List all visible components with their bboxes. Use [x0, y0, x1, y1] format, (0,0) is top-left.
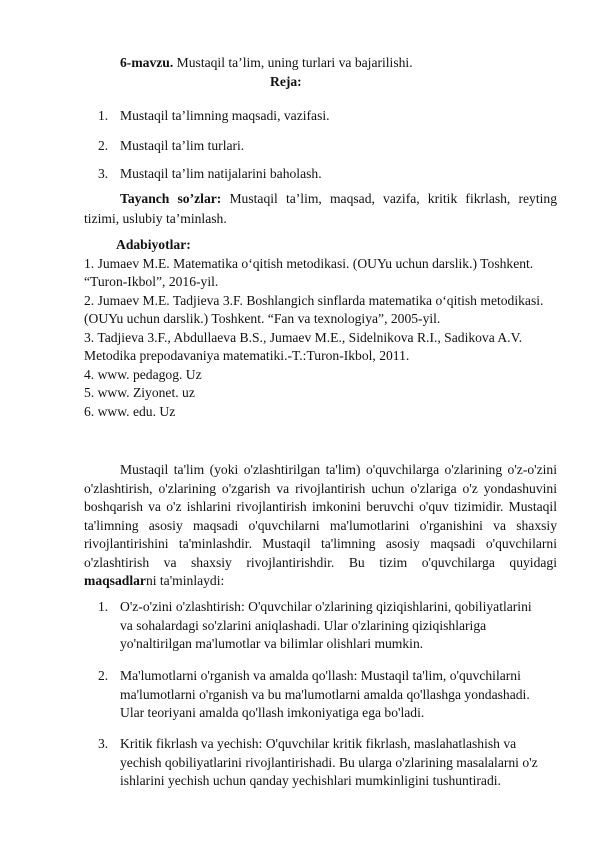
topic-line — [120, 54, 413, 71]
topic-label: 6-mavzu. — [120, 55, 174, 70]
goal-line: O'z-o'zini o'zlashtirish: O'quvchilar o'zlarining qiziqishlarini, qobiliyatlarini — [120, 599, 532, 614]
goal-number: 3. — [98, 736, 109, 751]
plan-item: Mustaqil ta’lim natijalarini baholash. — [120, 166, 322, 181]
body-line: o'zlashtirish va shaxsiy rivojlantirishdir. Bu tizim o'quvchilarga quyidagi — [84, 555, 557, 570]
body-line: rivojlantirishini ta'minlashdir. Mustaqil ta'limning asosiy maqsadi o'quvchilarni — [84, 536, 557, 551]
plan-item-number: 1. — [98, 108, 109, 123]
literature-link: 4. www. pedagog. Uz — [84, 367, 202, 382]
body-line: boshqarish va o'z ishlarini rivojlantirish imkonini beruvchi o'quv tizimidir. Mustaqil — [84, 499, 557, 514]
plan-heading: Reja: — [270, 74, 302, 89]
goal-number: 2. — [98, 668, 109, 683]
literature-link: 6. www. edu. Uz — [84, 404, 176, 419]
plan-item-number: 2. — [98, 138, 109, 153]
goal-line: Ular teoriyani amalda qo'llash imkoniyatiga ega bo'ladi. — [120, 705, 425, 720]
literature-line: “Turon-Ikbol”, 2016-yil. — [84, 274, 219, 289]
goal-line: Ma'lumotlarni o'rganish va amalda qo'llash: Mustaqil ta'lim, o'quvchilarni — [120, 668, 521, 683]
literature-line: 1. Jumaev M.E. Matematika o‘qitish metodikasi. (OUYu uchun darslik.) Toshkent. — [84, 256, 534, 271]
literature-line: (OUYu uchun darslik.) Toshkent. “Fan va texnologiya”, 2005-yil. — [84, 311, 441, 326]
goal-line: ma'lumotlarni o'rganish va bu ma'lumotlarni amalda qo'llashga yondashadi. — [120, 687, 530, 702]
goal-line: Kritik fikrlash va yechish: O'quvchilar kritik fikrlash, maslahatlashish va — [120, 736, 517, 751]
body-line: maqsadlarni ta'minlaydi: — [84, 573, 225, 588]
keywords-label: Tayanch so’zlar: — [120, 191, 222, 206]
literature-line: 2. Jumaev M.E. Tadjieva 3.F. Boshlangich sinflarda matematika o‘qitish metodikasi. — [84, 293, 544, 308]
plan-item: Mustaqil ta’limning maqsadi, vazifasi. — [120, 108, 330, 123]
body-line: Mustaqil ta'lim (yoki o'zlashtirilgan ta'lim) o'quvchilarga o'zlarining o'z-o'zini — [120, 462, 557, 477]
plan-item-number: 3. — [98, 166, 109, 181]
goal-line: yechish qobiliyatlarini rivojlantirishadi. Bu ularga o'zlarining masalalarni o'z — [120, 755, 538, 770]
keywords-line: tizimi, uslubiy ta’minlash. — [84, 211, 227, 226]
literature-heading: Adabiyotlar: — [116, 237, 191, 252]
plan-item: Mustaqil ta’lim turlari. — [120, 138, 245, 153]
topic-title: Mustaqil ta’lim, uning turlari va bajarilishi. — [176, 55, 413, 70]
goal-line: va sohalardagi so'zlarini aniqlashadi. Ular o'zlarining qiziqishlariga — [120, 618, 487, 633]
goal-line: ishlarini yechish uchun qanday yechishlari mumkinligini tushuntiradi. — [120, 773, 501, 788]
literature-line: Metodika prepodavaniya matematiki.-T.:Turon-Ikbol, 2011. — [84, 348, 410, 363]
body-line: ta'limning asosiy maqsadi o'quvchilarni ma'lumotlarini o'rganishini va shaxsiy — [84, 518, 557, 533]
literature-line: 3. Tadjieva 3.F., Abdullaeva B.S., Jumaev M.E., Sidelnikova R.I., Sadikova A.V. — [84, 330, 523, 345]
goal-number: 1. — [98, 599, 109, 614]
keywords-text: Mustaqil ta’lim, maqsad, vazifa, kritik fikrlash, reyting — [229, 191, 557, 206]
keywords-line — [120, 190, 557, 207]
body-line: o'zlashtirish, o'zlarining o'zgarish va rivojlantirish uchun o'zlariga o'z yondashuvini — [84, 481, 557, 496]
goal-line: yo'naltirilgan ma'lumotlar va bilimlar olishlari mumkin. — [120, 636, 424, 651]
body-bold-word: maqsadlar — [84, 573, 146, 588]
literature-link: 5. www. Ziyonet. uz — [84, 385, 195, 400]
